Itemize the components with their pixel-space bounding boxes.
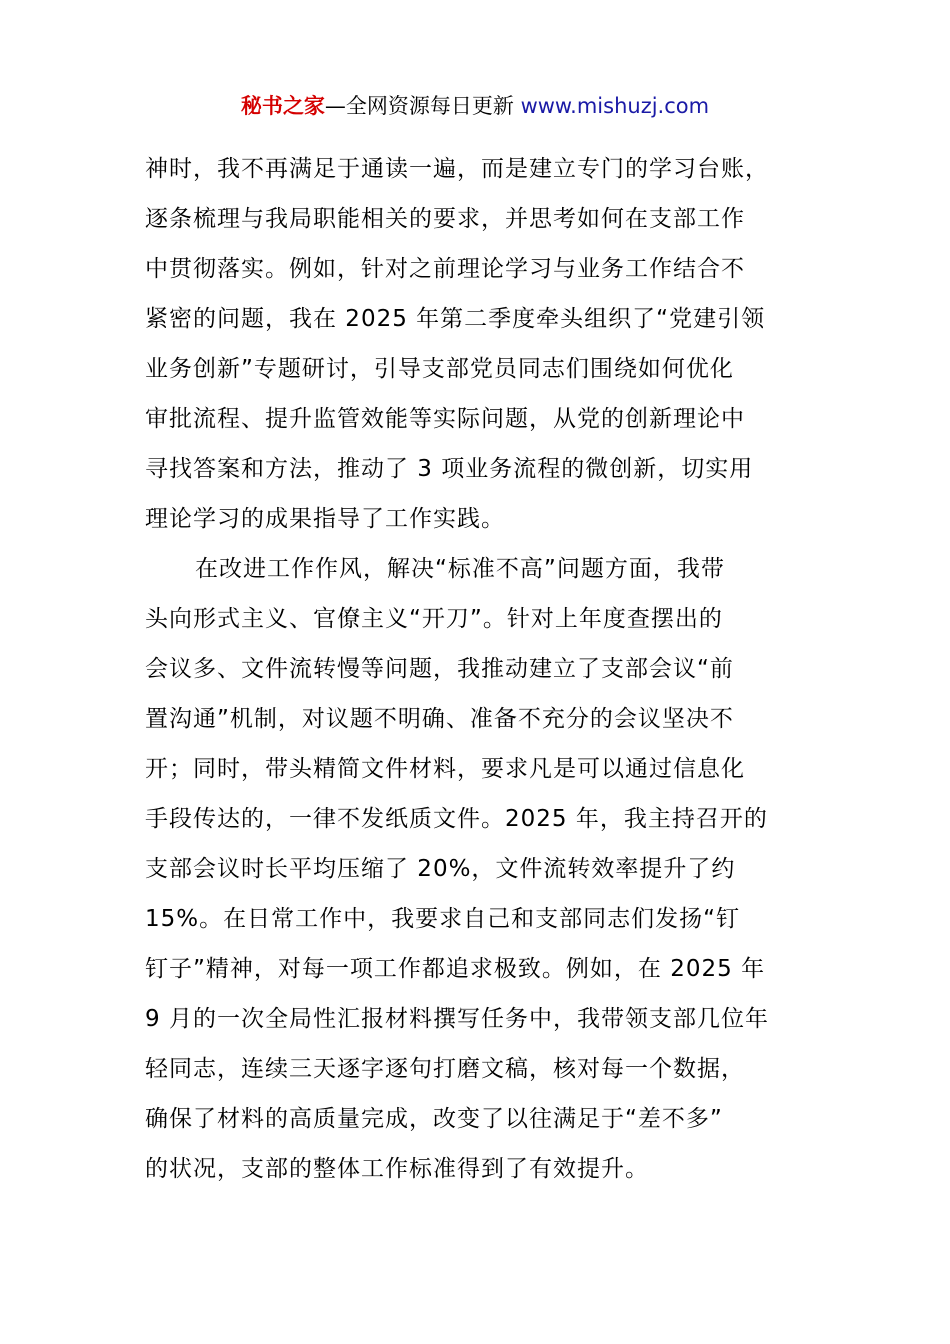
website-link[interactable]: www.mishuzj.com bbox=[520, 94, 710, 118]
text-line: 手段传达的，一律不发纸质文件。2025 年，我主持召开的 bbox=[145, 806, 768, 832]
text-line: 在改进工作作风，解决“标准不高”问题方面，我带 bbox=[195, 556, 725, 582]
text-line: 开；同时，带头精简文件材料，要求凡是可以通过信息化 bbox=[145, 756, 745, 782]
text-line: 的状况，支部的整体工作标准得到了有效提升。 bbox=[145, 1156, 649, 1182]
text-line: 业务创新”专题研讨，引导支部党员同志们围绕如何优化 bbox=[145, 356, 734, 382]
text-line: 寻找答案和方法，推动了 3 项业务流程的微创新，切实用 bbox=[145, 456, 754, 482]
text-line: 头向形式主义、官僚主义“开刀”。针对上年度查摆出的 bbox=[145, 606, 723, 632]
text-line: 轻同志，连续三天逐字逐句打磨文稿，核对每一个数据， bbox=[145, 1056, 745, 1082]
header-tagline: —全网资源每日更新 bbox=[324, 94, 514, 118]
text-line: 15%。在日常工作中，我要求自己和支部同志们发扬“钉 bbox=[145, 906, 741, 932]
paragraph bbox=[145, 144, 825, 544]
text-line: 逐条梳理与我局职能相关的要求，并思考如何在支部工作 bbox=[145, 206, 745, 232]
text-line: 理论学习的成果指导了工作实践。 bbox=[145, 506, 505, 532]
text-line: 钉子”精神，对每一项工作都追求极致。例如，在 2025 年 bbox=[145, 956, 766, 982]
text-line: 中贯彻落实。例如，针对之前理论学习与业务工作结合不 bbox=[145, 256, 745, 282]
brand-name: 秘书之家 bbox=[240, 94, 325, 118]
text-line: 支部会议时长平均压缩了 20%，文件流转效率提升了约 bbox=[145, 856, 736, 882]
text-line: 9 月的一次全局性汇报材料撰写任务中，我带领支部几位年 bbox=[145, 1006, 769, 1032]
page-header bbox=[0, 90, 950, 122]
text-line: 审批流程、提升监管效能等实际问题，从党的创新理论中 bbox=[145, 406, 745, 432]
document-body bbox=[145, 144, 825, 1194]
text-line: 神时，我不再满足于通读一遍，而是建立专门的学习台账， bbox=[145, 156, 769, 182]
text-line: 置沟通”机制，对议题不明确、准备不充分的会议坚决不 bbox=[145, 706, 734, 732]
text-line: 确保了材料的高质量完成，改变了以往满足于“差不多” bbox=[145, 1106, 723, 1132]
text-line: 会议多、文件流转慢等问题，我推动建立了支部会议“前 bbox=[145, 656, 734, 682]
paragraph bbox=[145, 544, 825, 1194]
text-line: 紧密的问题，我在 2025 年第二季度牵头组织了“党建引领 bbox=[145, 306, 766, 332]
